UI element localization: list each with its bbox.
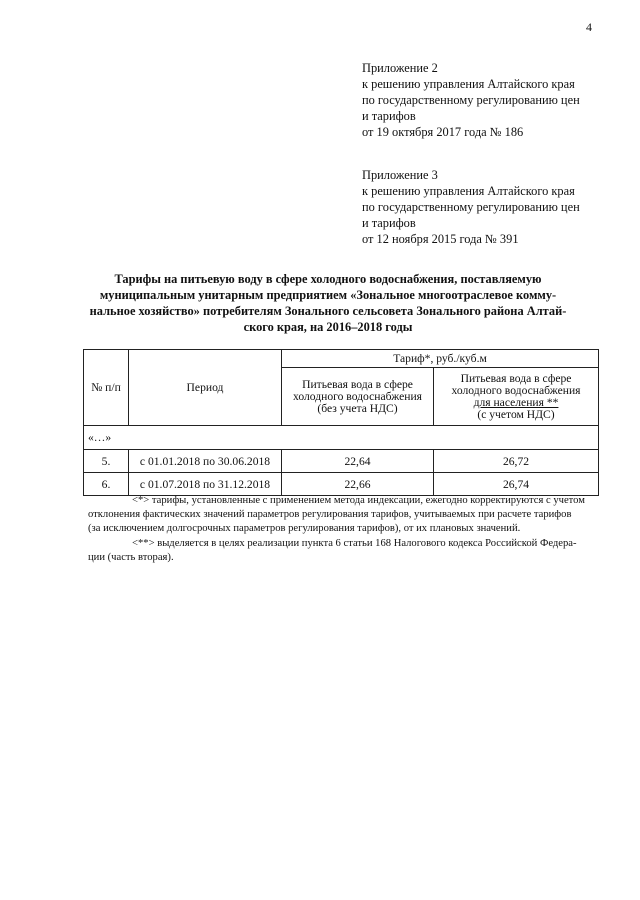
header-water-with-vat xyxy=(434,368,599,426)
header-number: № п/п xyxy=(84,350,129,426)
header-tariff: Тариф*, руб./куб.м xyxy=(282,350,599,368)
appendix-3-line: Приложение 3 xyxy=(362,168,438,182)
footnote-line: <**> выделяется в целях реализации пункта 6 статьи 168 Налогового кодекса Российской Федера- xyxy=(132,537,577,549)
footnote-line: <*> тарифы, установленные с применением метода индексации, ежегодно корректируются с учетом xyxy=(132,495,585,506)
row-tariff-with-vat: 26,72 xyxy=(434,450,599,473)
header-water-with-vat-line: Питьевая вода в сфере xyxy=(460,371,572,385)
ellipsis-row: «…» xyxy=(84,426,599,450)
row-tariff-no-vat: 22,64 xyxy=(282,450,434,473)
row-number: 6. xyxy=(84,473,129,496)
row-tariff-no-vat: 22,66 xyxy=(282,473,434,496)
table-row xyxy=(84,473,599,496)
footnotes xyxy=(88,494,598,565)
footnote-line: ции (часть вторая). xyxy=(88,551,174,563)
row-period: с 01.01.2018 по 30.06.2018 xyxy=(129,450,282,473)
header-water-with-vat-line: холодного водоснабжения xyxy=(451,383,581,397)
row-period: с 01.07.2018 по 31.12.2018 xyxy=(129,473,282,496)
appendix-2-line: Приложение 2 xyxy=(362,61,438,75)
appendix-3-line: от 12 ноября 2015 года № 391 xyxy=(362,232,519,246)
title-line: Тарифы на питьевую воду в сфере холодного водоснабжения, поставляемую xyxy=(114,272,542,286)
appendix-3-line: по государственному регулированию цен xyxy=(362,200,580,214)
row-number: 5. xyxy=(84,450,129,473)
header-water-no-vat xyxy=(282,368,434,426)
footnote-line: отклонения фактических значений параметров регулирования тарифов, учитываемых при расчете тарифов xyxy=(88,509,572,521)
header-water-no-vat-line: (без учета НДС) xyxy=(317,401,398,415)
header-period: Период xyxy=(129,350,282,426)
appendix-2-line: по государственному регулированию цен xyxy=(362,93,580,107)
appendix-2-line: и тарифов xyxy=(362,109,416,123)
row-tariff-with-vat: 26,74 xyxy=(434,473,599,496)
appendix-3-line: к решению управления Алтайского края xyxy=(362,184,575,198)
appendix-2-line: к решению управления Алтайского края xyxy=(362,77,575,91)
header-water-no-vat-line: Питьевая вода в сфере xyxy=(302,377,413,391)
tariff-table xyxy=(83,349,599,496)
page-number: 4 xyxy=(586,20,592,34)
table-row xyxy=(84,450,599,473)
appendix-2-block xyxy=(362,60,612,140)
title-line: муниципальным унитарным предприятием «Зональное многоотраслевое комму- xyxy=(99,288,557,302)
appendix-3-line: и тарифов xyxy=(362,216,416,230)
header-water-with-vat-line: (с учетом НДС) xyxy=(477,407,555,421)
title-line: ского края, на 2016–2018 годы xyxy=(243,320,413,334)
footnote-line: (за исключением долгосрочных параметров регулирования тарифов), от их плановых значений. xyxy=(88,523,521,535)
title-line: нальное хозяйство» потребителям Зонального сельсовета Зонального района Алтай- xyxy=(89,304,567,318)
header-water-with-vat-line: для населения ** xyxy=(473,395,559,409)
header-water-no-vat-line: холодного водоснабжения xyxy=(292,389,422,403)
document-title xyxy=(84,271,572,335)
appendix-2-line: от 19 октября 2017 года № 186 xyxy=(362,125,524,139)
appendix-3-block xyxy=(362,167,612,247)
